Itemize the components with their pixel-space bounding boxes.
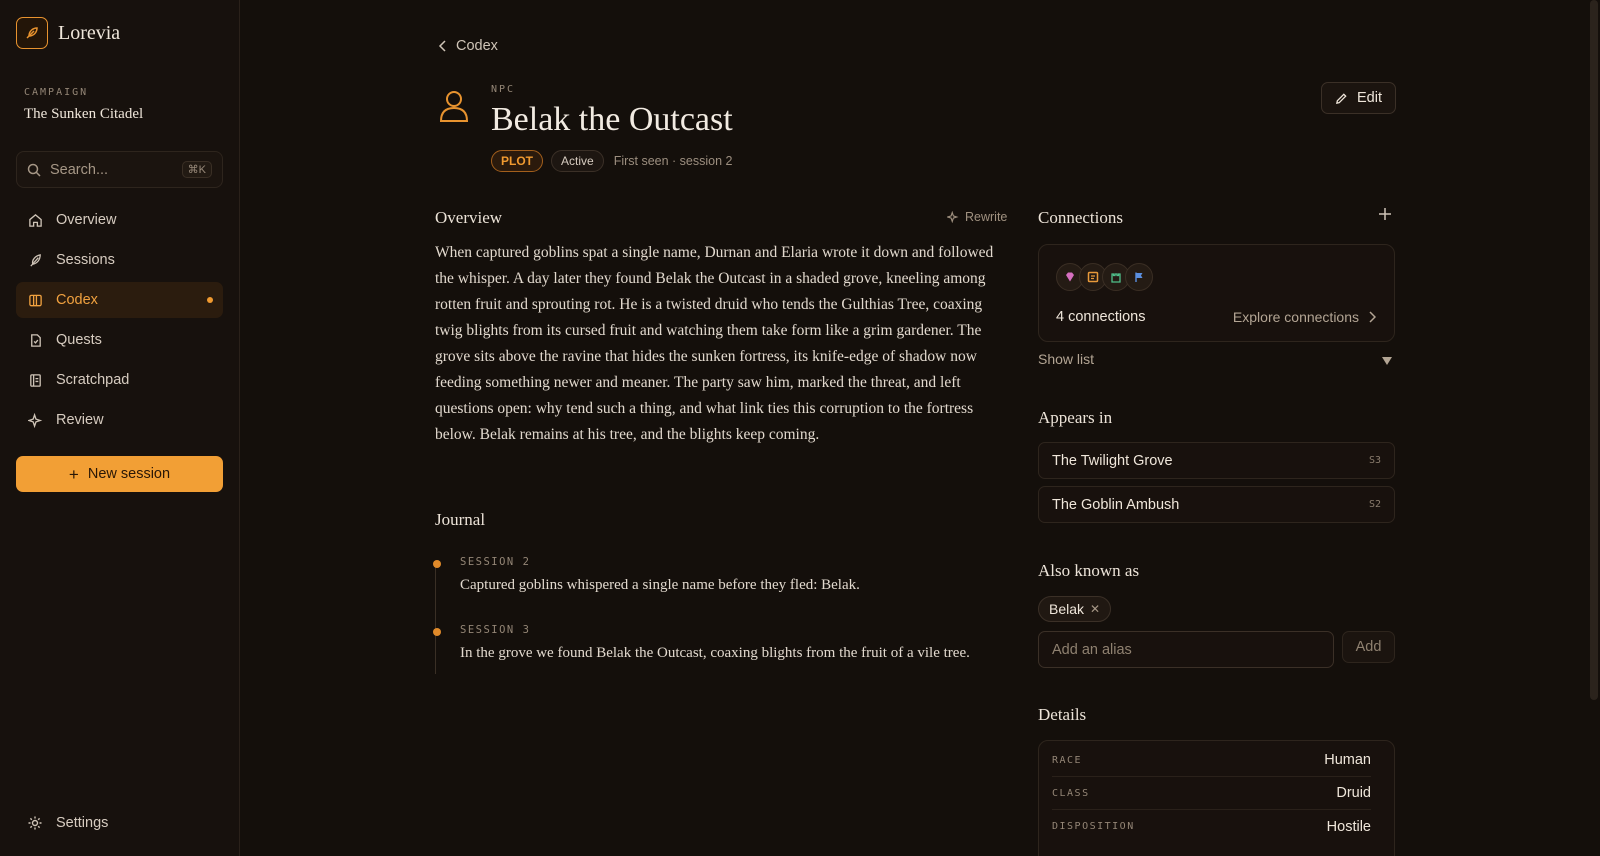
plot-badge[interactable]: PLOT bbox=[491, 150, 543, 172]
aliases-heading: Also known as bbox=[1038, 561, 1140, 580]
back-label: Codex bbox=[456, 38, 498, 54]
plus-icon: + bbox=[68, 464, 79, 484]
journal-text: Captured goblins whispered a single name before they fled: Belak. bbox=[460, 577, 860, 593]
overview-text: When captured goblins spat a single name, Durnan and Elaria wrote it down and followed the whisper. A day later they found Belak the Outcast in a shaded grove, kneeling among rotten fruit and sprouting rot. He is a twisted druid who tends the Gulthias Tree, coaxing twig blights from its cursed fruit and watching them take form like a grim gardener. The grove sits above the ravine that hides the sunken fortress, its knife-edge of shadow now feeding something newer and meaner. The party saw him, marked the threat, and left questions open: why tend such a thing, and what link ties this corruption to the fortress below. Belak remains at his tree, and the blights keep coming. bbox=[435, 244, 994, 443]
sidebar-item-label: Overview bbox=[56, 212, 117, 228]
search-shortcut: ⌘K bbox=[182, 161, 212, 178]
sidebar-item-label: Quests bbox=[56, 332, 102, 348]
sidebar-item-review[interactable] bbox=[16, 402, 223, 438]
connections-card[interactable] bbox=[1038, 244, 1395, 342]
scrollbar[interactable] bbox=[1590, 0, 1598, 700]
edit-button[interactable] bbox=[1321, 82, 1396, 114]
alias-input[interactable]: Add an alias bbox=[1038, 631, 1334, 668]
remove-alias-icon[interactable]: ✕ bbox=[1090, 602, 1101, 616]
sidebar-item-scratchpad[interactable] bbox=[16, 362, 223, 398]
detail-row bbox=[1052, 810, 1371, 843]
connections-count: 4 connections bbox=[1056, 309, 1146, 325]
pencil-icon bbox=[1335, 92, 1348, 105]
entity-meta bbox=[491, 150, 732, 172]
sidebar-item-overview[interactable] bbox=[16, 202, 223, 238]
settings-button[interactable] bbox=[27, 815, 108, 831]
book-icon bbox=[27, 292, 43, 308]
feather-icon bbox=[27, 252, 43, 268]
scroll-icon bbox=[27, 332, 43, 348]
brand[interactable] bbox=[16, 17, 120, 49]
detail-row bbox=[1052, 777, 1371, 810]
home-icon bbox=[27, 212, 43, 228]
sidebar-item-label: Scratchpad bbox=[56, 372, 130, 388]
sidebar-item-sessions[interactable] bbox=[16, 242, 223, 278]
rewrite-button[interactable] bbox=[947, 210, 1007, 224]
detail-key: CLASS bbox=[1052, 787, 1090, 799]
page-title: Belak the Outcast bbox=[491, 101, 733, 138]
sidebar-nav bbox=[16, 202, 223, 442]
alias-label: Belak bbox=[1049, 601, 1085, 617]
sparkle-icon bbox=[27, 412, 43, 428]
add-alias-button[interactable]: Add bbox=[1342, 631, 1395, 663]
timeline-dot bbox=[433, 628, 441, 636]
campaign-label: CAMPAIGN bbox=[24, 87, 89, 98]
status-badge[interactable]: Active bbox=[551, 150, 604, 172]
rewrite-label: Rewrite bbox=[965, 210, 1008, 224]
show-list-toggle[interactable]: Show list bbox=[1038, 351, 1095, 367]
search-icon bbox=[27, 163, 41, 177]
sparkle-icon bbox=[947, 211, 959, 223]
plus-icon bbox=[1378, 207, 1392, 221]
timeline-dot bbox=[433, 560, 441, 568]
search-input[interactable] bbox=[16, 151, 223, 188]
appears-in-name: The Goblin Ambush bbox=[1052, 496, 1180, 513]
sidebar-item-quests[interactable] bbox=[16, 322, 223, 358]
journal-session: SESSION 2 bbox=[460, 556, 531, 568]
connections-heading: Connections bbox=[1038, 208, 1123, 227]
search-placeholder: Search... bbox=[50, 161, 109, 178]
appears-in-session-tag: S2 bbox=[1368, 499, 1381, 510]
sidebar-item-label: Sessions bbox=[56, 252, 115, 268]
sidebar-item-label: Review bbox=[56, 412, 104, 428]
alias-chip bbox=[1038, 596, 1111, 622]
notepad-icon bbox=[27, 372, 43, 388]
quill-logo-icon bbox=[16, 17, 48, 49]
connection-icons bbox=[1056, 263, 1148, 291]
app-name: Lorevia bbox=[58, 21, 121, 44]
sidebar-item-label: Codex bbox=[56, 292, 98, 308]
journal-heading: Journal bbox=[435, 510, 486, 529]
journal-session: SESSION 3 bbox=[460, 624, 531, 636]
chevron-left-icon bbox=[438, 40, 448, 52]
detail-key: DISPOSITION bbox=[1052, 821, 1135, 832]
flag-icon bbox=[1125, 263, 1153, 291]
new-session-label: New session bbox=[87, 466, 171, 482]
person-icon bbox=[439, 89, 469, 128]
caret-down-icon[interactable] bbox=[1381, 353, 1393, 371]
overview-heading: Overview bbox=[435, 208, 503, 227]
first-seen-text: First seen · session 2 bbox=[613, 154, 733, 168]
details-heading: Details bbox=[1038, 705, 1087, 724]
detail-value[interactable]: Hostile bbox=[1326, 818, 1371, 835]
add-connection-button[interactable] bbox=[1378, 207, 1394, 223]
details-card bbox=[1038, 740, 1395, 856]
appears-in-item[interactable] bbox=[1038, 486, 1395, 523]
new-session-button[interactable] bbox=[16, 456, 223, 492]
detail-value[interactable]: Human bbox=[1324, 752, 1371, 768]
timeline-line bbox=[435, 562, 436, 674]
journal-text: In the grove we found Belak the Outcast, coaxing blights from the fruit of a vile tree. bbox=[460, 645, 970, 661]
chevron-right-icon bbox=[1368, 311, 1376, 323]
entity-type: NPC bbox=[491, 84, 516, 95]
explore-connections-link[interactable] bbox=[1233, 309, 1376, 325]
detail-value[interactable]: Druid bbox=[1336, 785, 1371, 801]
gear-icon bbox=[27, 815, 43, 831]
campaign-name[interactable]: The Sunken Citadel bbox=[24, 106, 144, 122]
appears-in-name: The Twilight Grove bbox=[1052, 452, 1173, 469]
active-indicator-dot bbox=[207, 297, 213, 303]
appears-in-item[interactable] bbox=[1038, 442, 1395, 479]
sidebar-item-codex[interactable] bbox=[16, 282, 223, 318]
edit-label: Edit bbox=[1357, 90, 1382, 106]
sidebar bbox=[0, 0, 240, 856]
back-link[interactable] bbox=[438, 38, 498, 54]
settings-label: Settings bbox=[56, 815, 109, 831]
appears-in-heading: Appears in bbox=[1038, 408, 1113, 427]
detail-key: RACE bbox=[1052, 754, 1083, 766]
explore-connections-label: Explore connections bbox=[1232, 309, 1359, 325]
detail-row bbox=[1052, 744, 1371, 777]
appears-in-session-tag: S3 bbox=[1368, 455, 1381, 466]
